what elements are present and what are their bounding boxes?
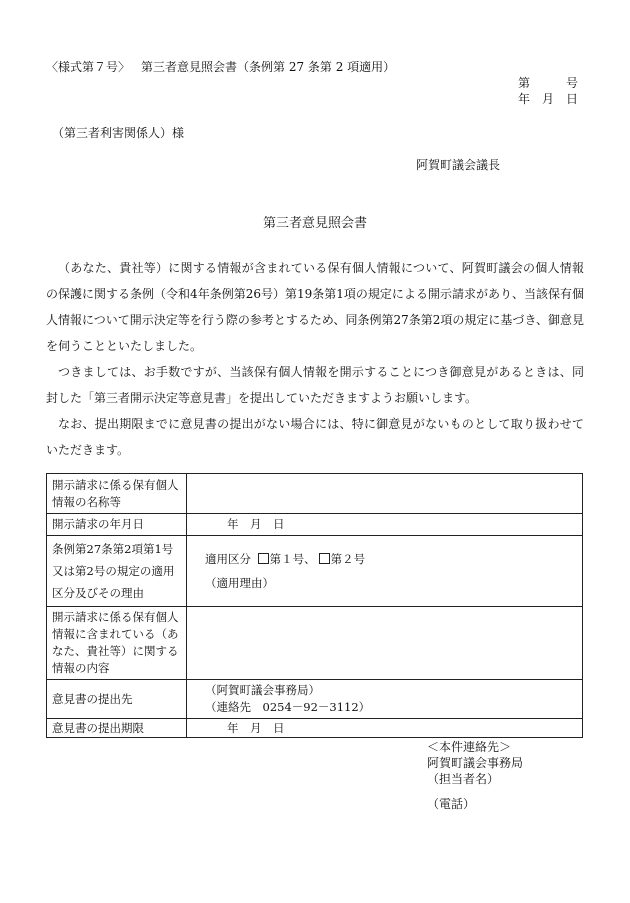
form-number: 〈様式第７号〉 xyxy=(46,60,131,74)
row-value xyxy=(187,607,583,680)
contact-office: 阿賀町議会事務局 xyxy=(427,756,524,770)
body-paragraph-2: つきましては、お手数ですが、当該保有個人情報を開示することにつき御意見があるときは、同封した「第三者開示決定等意見書」を提出していただきますようお願いします。 xyxy=(46,365,584,405)
body-paragraph-1: （あなた、貴社等）に関する情報が含まれている保有個人情報について、阿賀町議会の個人情報の保護に関する条例（令和4年条例第26号）第19条第1項の規定による開示請求があり、当該保有個人情報について開示決定等を行う際の参考とするため、同条例第27条第2項の規定に基づき、御意見を伺うことといたしました。 xyxy=(46,261,584,353)
application-reason: （適用理由） xyxy=(205,576,274,590)
row-label: 意見書の提出期限 xyxy=(47,719,187,738)
sender: 阿賀町議会議長 xyxy=(416,158,501,172)
application-category-line xyxy=(205,547,576,571)
row-label: 開示請求に係る保有個人情報に含まれている（あなた、貴社等）に関する情報の内容 xyxy=(47,607,187,680)
table-row xyxy=(47,607,583,680)
row-label: 条例第27条第2項第1号又は第2号の規定の適用区分及びその理由 xyxy=(47,536,187,607)
form-title: 第三者意見照会書（条例第 27 条第 2 項適用） xyxy=(141,60,396,74)
row-value xyxy=(187,680,583,719)
option-2-label: 第２号 xyxy=(330,552,366,566)
table-row xyxy=(47,474,583,514)
row-label: 意見書の提出先 xyxy=(47,680,187,719)
table-row xyxy=(47,719,583,738)
option-1-label: 第１号、 xyxy=(269,552,316,566)
contact-phone: （電話） xyxy=(427,797,476,811)
submission-office: （阿賀町議会事務局） xyxy=(205,683,320,697)
body-text xyxy=(46,255,584,463)
row-label: 開示請求に係る保有個人情報の名称等 xyxy=(47,474,187,514)
contact-heading: ＜本件連絡先＞ xyxy=(427,740,512,754)
contact-person: （担当者名） xyxy=(427,772,500,786)
row-value xyxy=(187,536,583,607)
category-label: 適用区分 xyxy=(205,552,251,566)
table-row xyxy=(47,514,583,536)
inquiry-table xyxy=(46,473,583,738)
row-label: 開示請求の年月日 xyxy=(47,514,187,536)
checkbox-icon[interactable] xyxy=(319,553,330,564)
row-value: 年 月 日 xyxy=(187,719,583,738)
row-value: 年 月 日 xyxy=(187,514,583,536)
table-row xyxy=(47,680,583,719)
body-paragraph-3: なお、提出期限までに意見書の提出がない場合には、特に御意見がないものとして取り扱わせていただきます。 xyxy=(46,417,584,457)
submission-contact: （連絡先 0254－92－3112） xyxy=(205,700,371,714)
addressee: （第三者利害関係人）様 xyxy=(52,126,185,140)
document-number: 第 号 xyxy=(517,76,578,90)
document-title: 第三者意見照会書 xyxy=(262,216,367,231)
checkbox-icon[interactable] xyxy=(258,553,269,564)
row-value xyxy=(187,474,583,514)
document-date: 年 月 日 xyxy=(517,92,578,106)
table-row xyxy=(47,536,583,607)
